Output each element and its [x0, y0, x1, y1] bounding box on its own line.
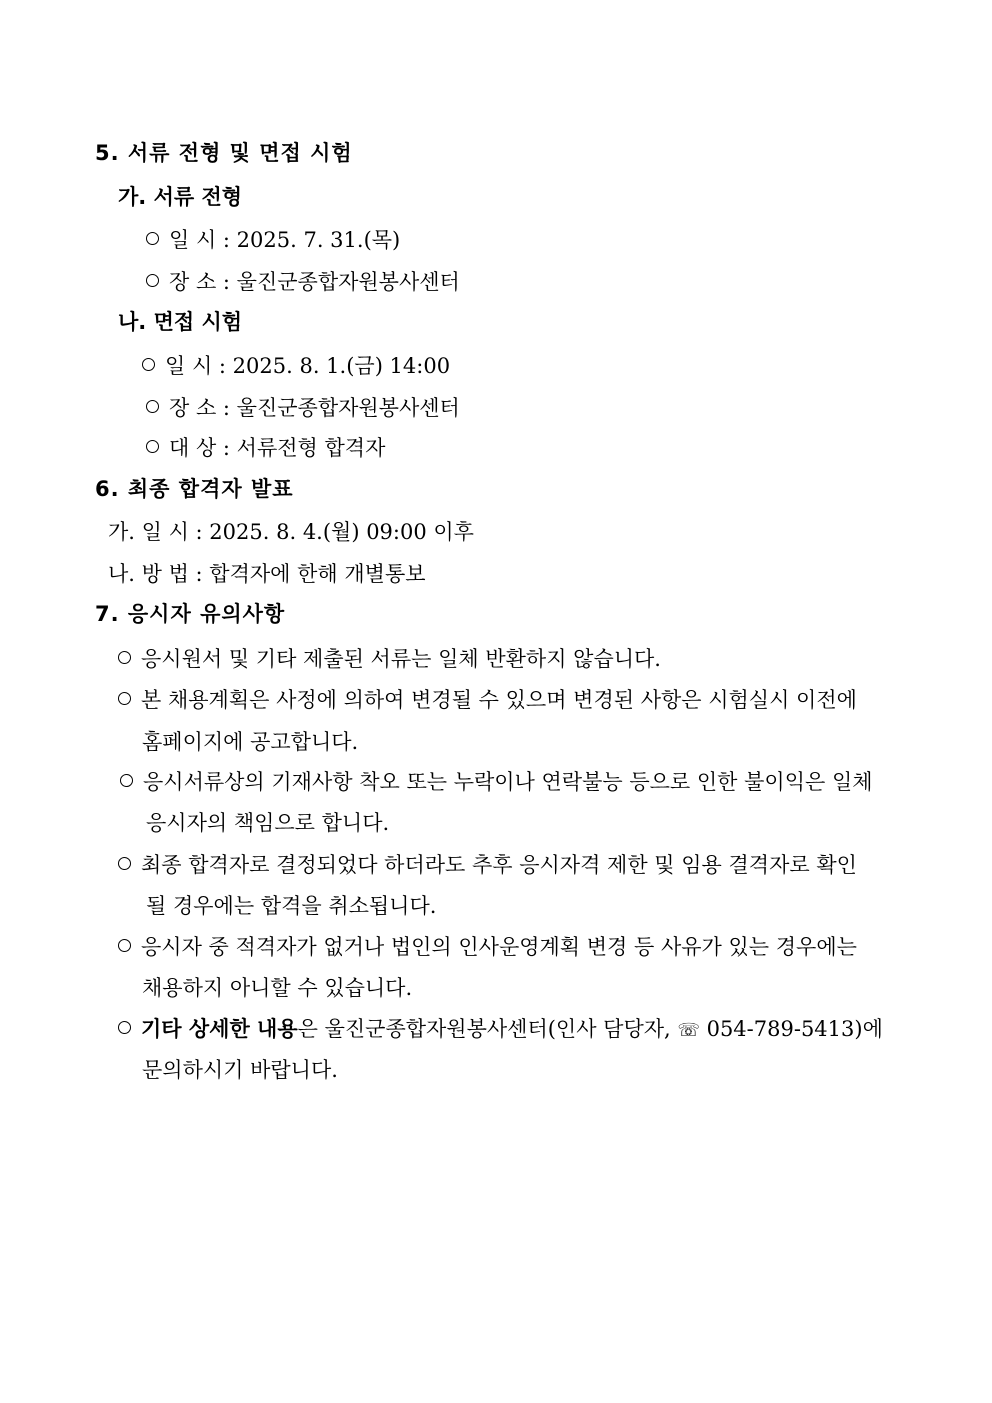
section-7-title: 7. 응시자 유의사항 [95, 602, 286, 626]
note-6-bold: 기타 상세한 내용 [141, 1017, 298, 1041]
bullet-circle-icon [146, 232, 159, 245]
bullet-circle-icon [118, 939, 131, 952]
section-5a-date: 일 시 : 2025. 7. 31.(목) [146, 226, 400, 254]
bullet-circle-icon [146, 440, 159, 453]
note-2-cont: 홈페이지에 공고합니다. [142, 730, 359, 754]
note-2: 본 채용계획은 사정에 의하여 변경될 수 있으며 변경된 사항은 시험실시 이전에 [118, 686, 857, 714]
phone-icon: ☏ [677, 1020, 700, 1041]
section-6-title: 6. 최종 합격자 발표 [95, 477, 294, 501]
section-5-title: 5. 서류 전형 및 면접 시험 [95, 141, 353, 165]
section-5b-date: 일 시 : 2025. 8. 1.(금) 14:00 [142, 352, 450, 380]
note-6-cont: 문의하시기 바랍니다. [142, 1058, 338, 1082]
note-3: 응시서류상의 기재사항 착오 또는 누락이나 연락불능 등으로 인한 불이익은 일체 [120, 768, 873, 796]
section-6-date: 가. 일 시 : 2025. 8. 4.(월) 09:00 이후 [108, 520, 474, 544]
bullet-circle-icon [118, 692, 131, 705]
section-5b-title: 나. 면접 시험 [118, 310, 243, 334]
note-3-cont: 응시자의 책임으로 합니다. [146, 811, 390, 835]
bullet-circle-icon [120, 774, 133, 787]
note-5: 응시자 중 적격자가 없거나 법인의 인사운영계획 변경 등 사유가 있는 경우에는 [118, 933, 857, 961]
bullet-circle-icon [146, 400, 159, 413]
section-5a-place: 장 소 : 울진군종합자원봉사센터 [146, 268, 460, 296]
bullet-circle-icon [118, 857, 131, 870]
note-1: 응시원서 및 기타 제출된 서류는 일체 반환하지 않습니다. [118, 645, 661, 673]
note-4: 최종 합격자로 결정되었다 하더라도 추후 응시자격 제한 및 임용 결격자로 확인 [118, 851, 857, 879]
note-5-cont: 채용하지 아니할 수 있습니다. [142, 976, 413, 1000]
section-5a-title: 가. 서류 전형 [118, 185, 243, 209]
section-5b-target: 대 상 : 서류전형 합격자 [146, 434, 385, 462]
bullet-circle-icon [118, 1021, 131, 1034]
bullet-circle-icon [142, 358, 155, 371]
bullet-circle-icon [146, 274, 159, 287]
section-6-method: 나. 방 법 : 합격자에 한해 개별통보 [108, 562, 426, 586]
section-5b-place: 장 소 : 울진군종합자원봉사센터 [146, 394, 460, 422]
note-6: 기타 상세한 내용은 울진군종합자원봉사센터(인사 담당자, ☏ 054-789-5413)에 [118, 1015, 883, 1045]
bullet-circle-icon [118, 651, 131, 664]
note-4-cont: 될 경우에는 합격을 취소됩니다. [146, 894, 437, 918]
